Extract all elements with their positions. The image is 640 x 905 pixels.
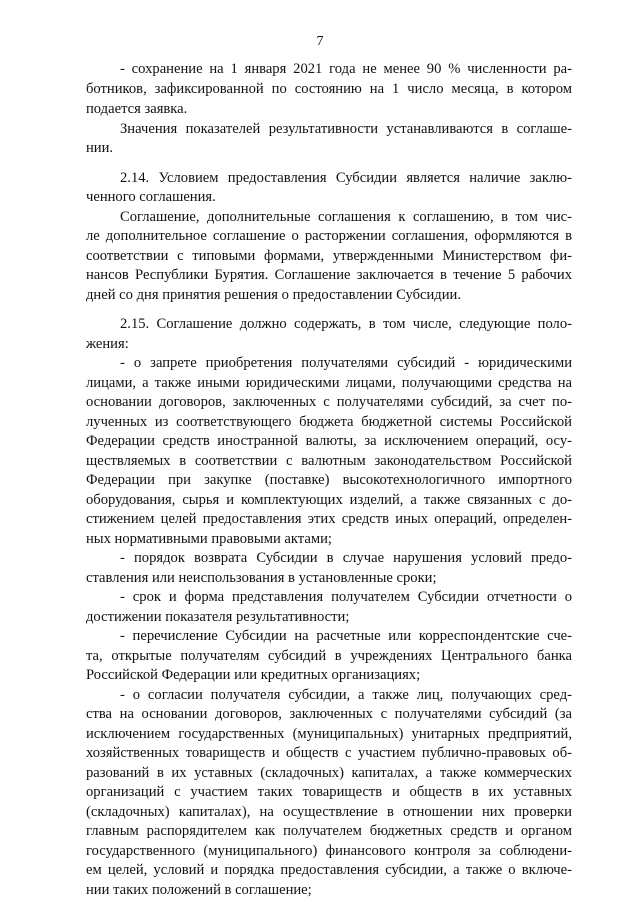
text-line: нии.	[86, 140, 114, 156]
text-line: ществляемых в соответствии с валютным законодательством Российской	[86, 453, 572, 469]
text-line: стижением целей предоставления этих средств иных операций, определен-	[86, 511, 572, 527]
text-line: Федерации средств иностранной валюты, за исключением операций, осу-	[86, 433, 572, 449]
text-line: ботников, зафиксированной по состоянию на 1 число месяца, в котором	[86, 81, 572, 97]
text-line: лицами, а также иными юридическими лицами, получающими средства на	[86, 375, 572, 391]
text-line: Значения показателей результативности устанавливаются в соглаше-	[120, 121, 572, 137]
text-line: ченного соглашения.	[86, 189, 216, 205]
text-line: - срок и форма представления получателем Субсидии отчетности о	[120, 589, 572, 605]
text-line: ле дополнительное соглашение о расторжении соглашения, оформляются в	[86, 228, 572, 244]
text-line: разований в их уставных (складочных) капиталах, а также коммерческих	[86, 765, 572, 781]
text-line: Российской Федерации или кредитных организациях;	[86, 667, 421, 683]
text-line: 2.14. Условием предоставления Субсидии является наличие заклю-	[120, 170, 572, 186]
text-line: - порядок возврата Субсидии в случае нарушения условий предо-	[120, 550, 572, 566]
text-line: - сохранение на 1 января 2021 года не менее 90 % численности ра-	[120, 61, 572, 77]
text-line: дней со дня принятия решения о предоставлении Субсидии.	[86, 287, 461, 303]
text-line: - перечисление Субсидии на расчетные или корреспондентские сче-	[120, 628, 572, 644]
text-line: Соглашение, дополнительные соглашения к соглашению, в том чис-	[120, 209, 572, 225]
text-line: ства на основании договоров, заключенных с получателями субсидий (за	[86, 706, 572, 722]
text-line: организаций с участием таких товариществ и обществ в их уставных	[86, 784, 572, 800]
text-line: нии таких положений в соглашение;	[86, 882, 312, 898]
text-line: (складочных) капиталах), на осуществление в отношении них проверки	[86, 804, 572, 820]
text-line: ем целей, условий и порядка предоставления субсидии, а также о включе-	[86, 862, 572, 878]
text-line: ставления или неиспользования в установленные сроки;	[86, 570, 437, 586]
text-line: хозяйственных товариществ и обществ с участием публично-правовых об-	[86, 745, 572, 761]
text-line: та, открытые получателям субсидий в учреждениях Центрального банка	[86, 648, 572, 664]
text-line: главным распорядителем как получателем бюджетных средств и органом	[86, 823, 572, 839]
text-line: соответствии с типовыми формами, утвержденными Министерством фи-	[86, 248, 572, 264]
text-line: достижении показателя результативности;	[86, 609, 350, 625]
text-line: оборудования, сырья и комплектующих изделий, а также связанных с до-	[86, 492, 572, 508]
text-line: подается заявка.	[86, 101, 188, 117]
text-line: - о согласии получателя субсидии, а также лиц, получающих сред-	[120, 687, 572, 703]
text-line: исключением государственных (муниципальных) унитарных предприятий,	[86, 726, 572, 742]
text-line: лученных из соответствующего бюджета бюджетной системы Российской	[86, 414, 572, 430]
text-line: 2.15. Соглашение должно содержать, в том числе, следующие поло-	[120, 316, 572, 332]
page-number: 7	[316, 34, 324, 49]
text-line: - о запрете приобретения получателями субсидий - юридическими	[120, 355, 572, 371]
text-line: ных нормативными правовыми актами;	[86, 531, 332, 547]
text-line: нансов Республики Бурятия. Соглашение заключается в течение 5 рабочих	[86, 267, 572, 283]
text-line: Федерации при закупке (поставке) высокотехнологичного импортного	[86, 472, 572, 488]
text-line: государственного (муниципального) финансового контроля за соблюдени-	[86, 843, 572, 859]
text-line: жения:	[86, 336, 129, 352]
text-line: основании договоров, заключенных с получателями субсидий, за счет по-	[86, 394, 572, 410]
